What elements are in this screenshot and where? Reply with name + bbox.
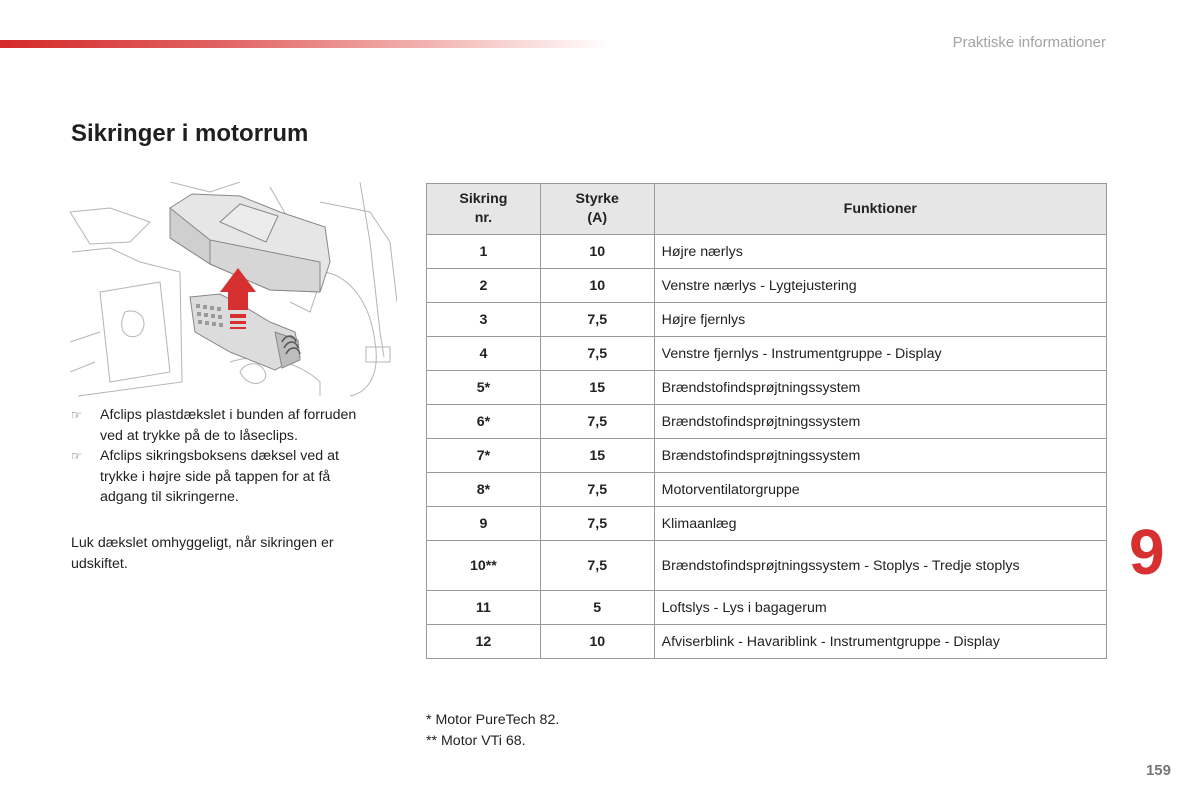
function-cell: Brændstofindsprøjtningssystem [654,405,1106,439]
header-text: (A) [587,210,608,226]
fuse-number-cell: 2 [427,269,541,303]
table-row [427,541,1107,591]
closing-note [71,533,391,574]
function-cell: Højre nærlys [654,235,1106,269]
hand-pointer-icon: ☞ [71,449,82,463]
engine-fuse-box-illustration [70,182,397,398]
amperage-cell: 7,5 [540,303,654,337]
header-fuse-number [427,184,541,235]
header-text: Styrke [575,191,619,207]
fuse-number-cell: 12 [427,625,541,659]
fuse-number-cell: 10** [427,541,541,591]
amperage-cell: 15 [540,371,654,405]
amperage-cell: 7,5 [540,541,654,591]
fuse-number-cell: 8* [427,473,541,507]
amperage-cell: 10 [540,235,654,269]
instruction-list [71,405,391,508]
header-amperage [540,184,654,235]
amperage-cell: 10 [540,269,654,303]
amperage-cell: 7,5 [540,473,654,507]
fuse-number-cell: 4 [427,337,541,371]
header-text: Sikring [459,191,508,207]
instruction-item [71,446,391,508]
instruction-line: trykke i højre side på tappen for at få [100,468,331,485]
instruction-line: adgang til sikringerne. [100,489,239,505]
table-row [427,625,1107,659]
amperage-cell: 10 [540,625,654,659]
footnote: * Motor PureTech 82. [426,712,560,728]
header-accent-bar [0,40,610,48]
page-number: 159 [1145,762,1171,779]
fuse-number-cell: 11 [427,591,541,625]
hand-pointer-icon: ☞ [71,408,82,422]
fuse-number-cell: 5* [427,371,541,405]
section-header: Praktiske informationer [952,34,1106,51]
table-row [427,337,1107,371]
table-row [427,269,1107,303]
table-row [427,371,1107,405]
function-cell: Brændstofindsprøjtningssystem - Stoplys - Tredje stoplys [654,541,1106,591]
footnote: ** Motor VTi 68. [426,732,526,749]
note-line: Luk dækslet omhyggeligt, når sikringen er [71,535,334,551]
table-row [427,439,1107,473]
note-line: udskiftet. [71,555,128,572]
header-functions: Funktioner [654,184,1106,235]
amperage-cell: 7,5 [540,337,654,371]
function-cell: Afviserblink - Havariblink - Instrumentgruppe - Display [654,625,1106,659]
function-cell: Venstre fjernlys - Instrumentgruppe - Display [654,337,1106,371]
table-row [427,405,1107,439]
footnotes [426,710,559,751]
amperage-cell: 5 [540,591,654,625]
function-cell: Motorventilatorgruppe [654,473,1106,507]
function-cell: Højre fjernlys [654,303,1106,337]
amperage-cell: 7,5 [540,507,654,541]
function-cell: Loftslys - Lys i bagagerum [654,591,1106,625]
chapter-number: 9 [1129,516,1165,588]
table-row [427,591,1107,625]
amperage-cell: 7,5 [540,405,654,439]
fuse-number-cell: 1 [427,235,541,269]
amperage-cell: 15 [540,439,654,473]
fuse-number-cell: 6* [427,405,541,439]
page-title: Sikringer i motorrum [71,120,309,147]
fuse-table [426,183,1107,659]
table-row [427,473,1107,507]
instruction-item [71,405,391,446]
instruction-line: Afclips plastdækslet i bunden af forruden [100,407,357,423]
instruction-line: Afclips sikringsboksens dæksel ved at [100,448,339,464]
function-cell: Venstre nærlys - Lygtejustering [654,269,1106,303]
table-row [427,303,1107,337]
instruction-line: ved at trykke på de to låseclips. [100,427,298,444]
function-cell: Klimaanlæg [654,507,1106,541]
function-cell: Brændstofindsprøjtningssystem [654,439,1106,473]
header-text: nr. [474,210,493,226]
table-row [427,235,1107,269]
fuse-number-cell: 7* [427,439,541,473]
fuse-number-cell: 9 [427,507,541,541]
function-cell: Brændstofindsprøjtningssystem [654,371,1106,405]
fuse-number-cell: 3 [427,303,541,337]
table-row [427,507,1107,541]
table-header-row [427,184,1107,235]
